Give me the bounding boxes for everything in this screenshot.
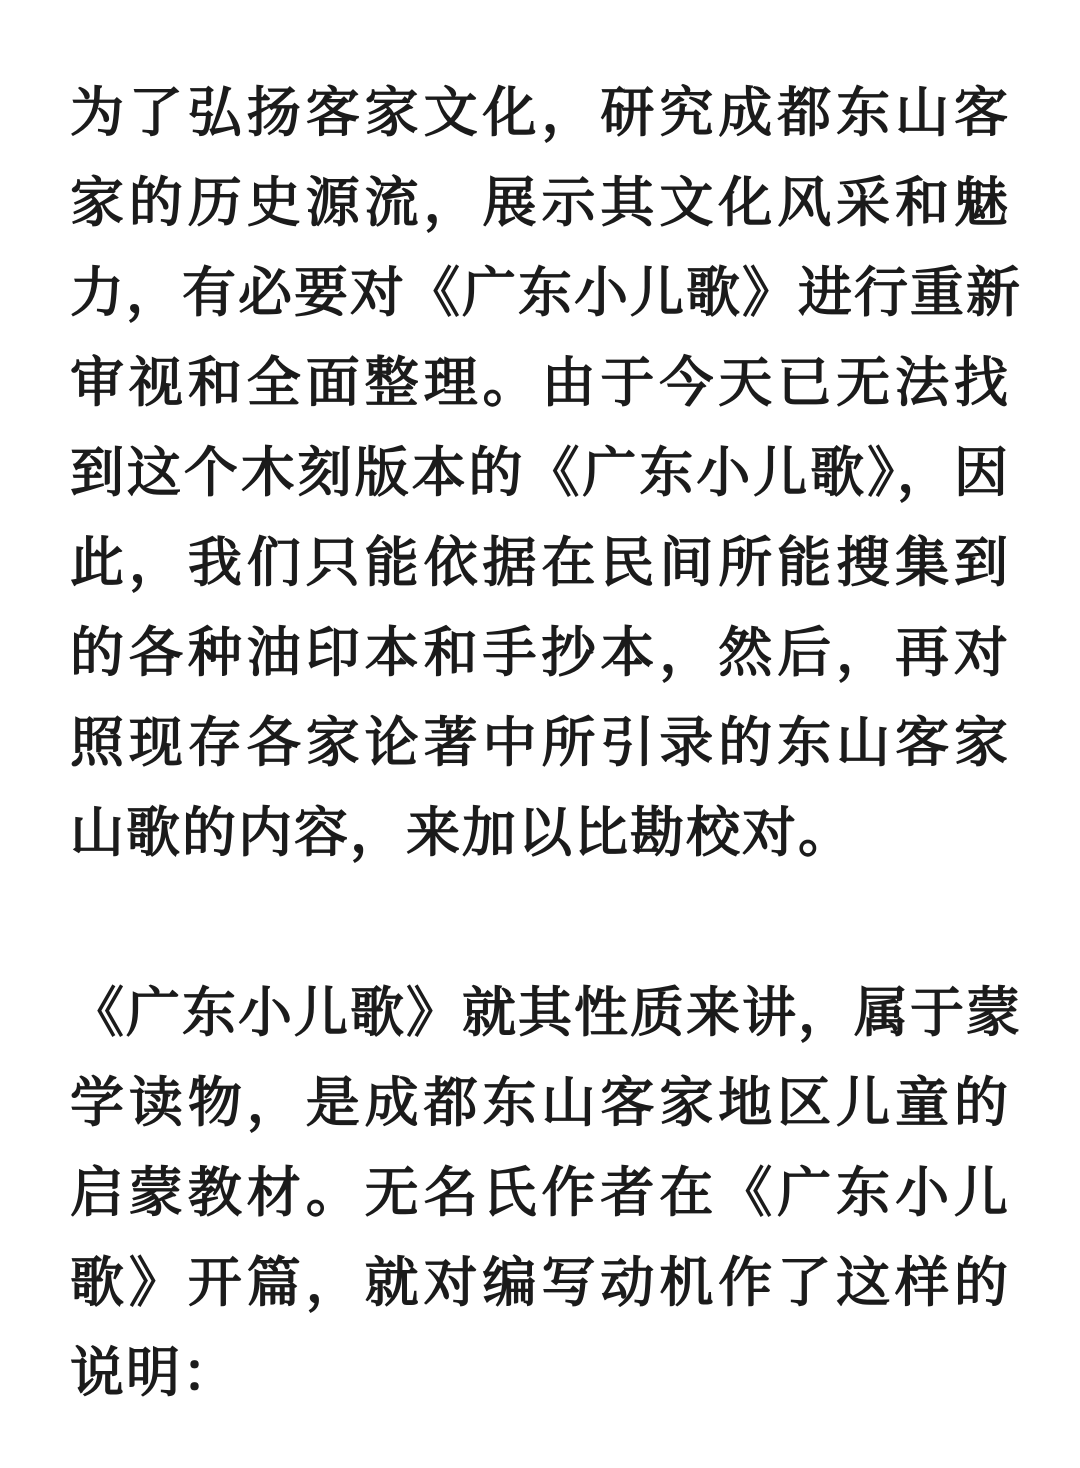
text-line: 启蒙教材。无名氏作者在《广东小儿 [70, 1161, 1010, 1224]
text-line: 此，我们只能依据在民间所能搜集到 [70, 531, 1010, 594]
text-line: 的各种油印本和手抄本，然后，再对 [70, 621, 1010, 684]
paragraph-2 [70, 968, 1022, 1418]
text-line: 说明： [70, 1341, 238, 1404]
text-line: 为了弘扬客家文化，研究成都东山客 [70, 81, 1010, 144]
text-line: 家的历史源流，展示其文化风采和魅 [70, 171, 1010, 234]
text-line: 《广东小儿歌》就其性质来讲，属于蒙 [70, 981, 1022, 1044]
text-line: 学读物，是成都东山客家地区儿童的 [70, 1071, 1010, 1134]
text-line: 力，有必要对《广东小儿歌》进行重新 [70, 261, 1022, 324]
text-line: 山歌的内容，来加以比勘校对。 [70, 801, 854, 864]
paragraph-1 [70, 68, 1022, 878]
text-line: 审视和全面整理。由于今天已无法找 [70, 351, 1010, 414]
text-line: 照现存各家论著中所引录的东山客家 [70, 711, 1010, 774]
text-line: 歌》开篇，就对编写动机作了这样的 [70, 1251, 1010, 1314]
text-line: 到这个木刻版本的《广东小儿歌》，因 [70, 441, 1010, 504]
